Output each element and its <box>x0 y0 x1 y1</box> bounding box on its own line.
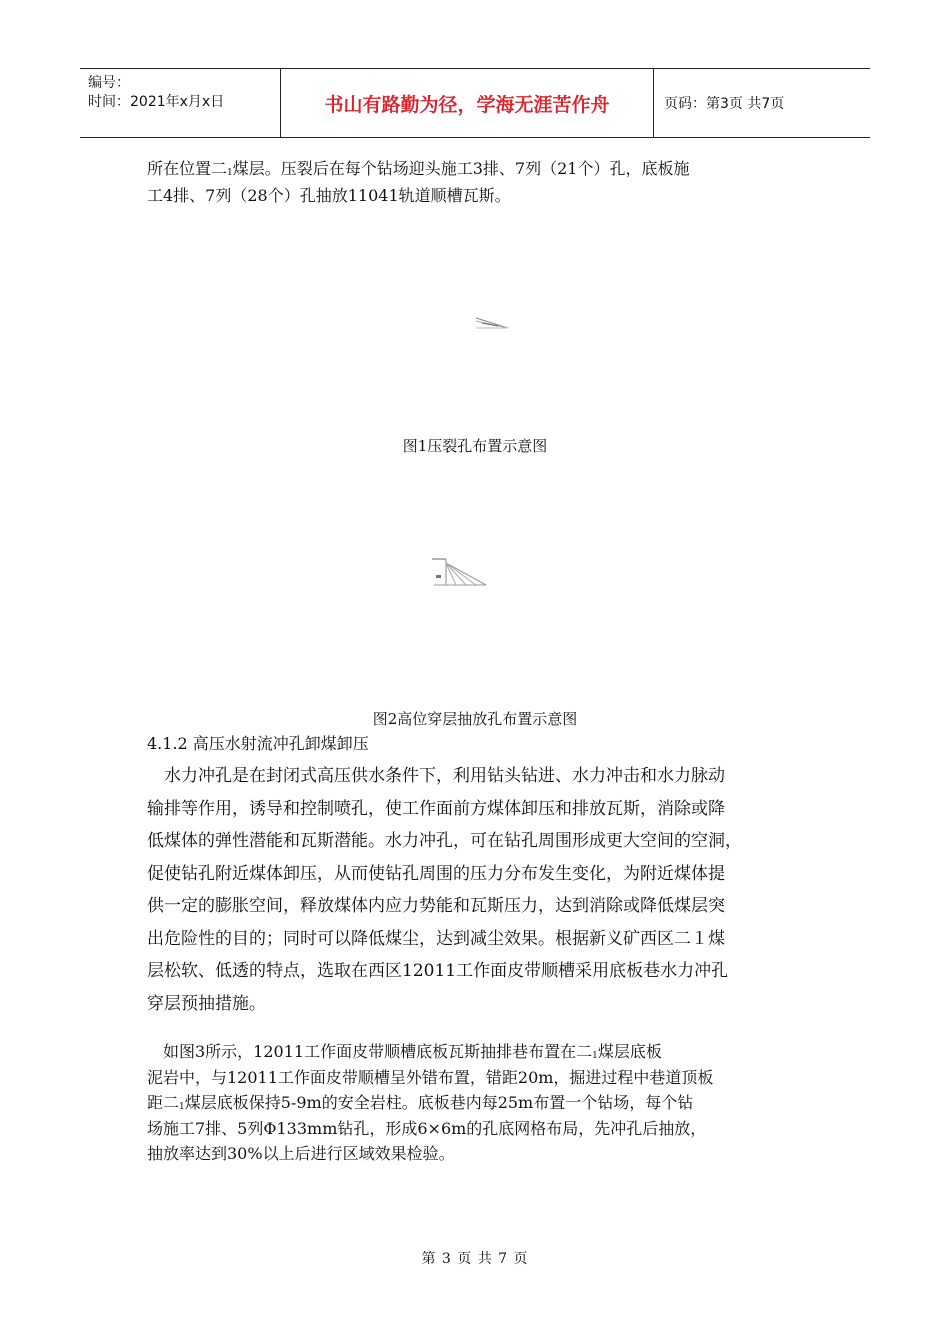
paragraph-line: 输排等作用，诱导和控制喷孔，使工作面前方煤体卸压和排放瓦斯，消除或降 <box>147 798 725 819</box>
page-footer: 第 3 页 共 7 页 <box>421 1251 529 1267</box>
paragraph-line: 抽放率达到30%以上后进行区域效果检验。 <box>147 1144 455 1163</box>
paragraph-line: 低煤体的弹性潜能和瓦斯潜能。水力冲孔，可在钻孔周围形成更大空间的空洞， <box>147 831 742 851</box>
paragraph-line: 出危险性的目的；同时可以降低煤尘，达到减尘效果。根据新义矿西区二１煤 <box>147 928 725 949</box>
section-heading: 4.1.2 高压水射流冲孔卸煤卸压 <box>147 734 369 753</box>
paragraph-line: 距二$_1$煤层底板保持5-9m的安全岩柱。底板巷内每25m布置一个钻场，每个钻 <box>147 1093 694 1112</box>
page-header <box>80 68 870 138</box>
paragraph-line: 供一定的膨胀空间，释放煤体内应力势能和瓦斯压力，达到消除或降低煤层突 <box>147 896 725 916</box>
paragraph-line: 水力冲孔是在封闭式高压供水条件下，利用钻头钻进、水力冲击和水力脉动 <box>147 766 725 786</box>
header-meta <box>80 69 281 137</box>
paragraph-line: 层松软、低透的特点，选取在西区12011工作面皮带顺槽采用底板巷水力冲孔 <box>147 961 729 981</box>
figure-1-image <box>468 312 512 334</box>
figure-2-image <box>428 555 490 589</box>
paragraph-line: 泥岩中，与12011工作面皮带顺槽呈外错布置，错距20m，掘进过程中巷道顶板 <box>147 1067 714 1087</box>
intro-line-1: 所在位置二$_1$煤层。压裂后在每个钻场迎头施工3排、7列（21个）孔，底板施 <box>147 159 690 178</box>
paragraph-line: 场施工7排、5列Φ133mm钻孔，形成6×6m的孔底网格布局，先冲孔后抽放， <box>147 1118 707 1138</box>
date-label: 时间：2021年x月x日 <box>88 94 225 110</box>
intro-line-2: 工4排、7列（28个）孔抽放11041轨道顺槽瓦斯。 <box>147 186 511 205</box>
paragraph-line: 穿层预抽措施。 <box>147 993 266 1014</box>
paragraph-1 <box>147 760 817 1020</box>
header-motto: 书山有路勤为径，学海无涯苦作舟 <box>281 69 654 137</box>
paragraph-line: 如图3所示，12011工作面皮带顺槽底板瓦斯抽排巷布置在二$_1$煤层底板 <box>147 1042 662 1061</box>
figure-2-caption: 图2高位穿层抽放孔布置示意图 <box>372 710 578 728</box>
figure-1-caption: 图1压裂孔布置示意图 <box>402 437 548 455</box>
header-page-label: 页码：第3页 共7页 <box>664 96 785 112</box>
code-label: 编号： <box>88 75 130 91</box>
paragraph-line: 促使钻孔附近煤体卸压，从而使钻孔周围的压力分布发生变化，为附近煤体提 <box>147 863 725 884</box>
paragraph-2 <box>147 1039 817 1167</box>
